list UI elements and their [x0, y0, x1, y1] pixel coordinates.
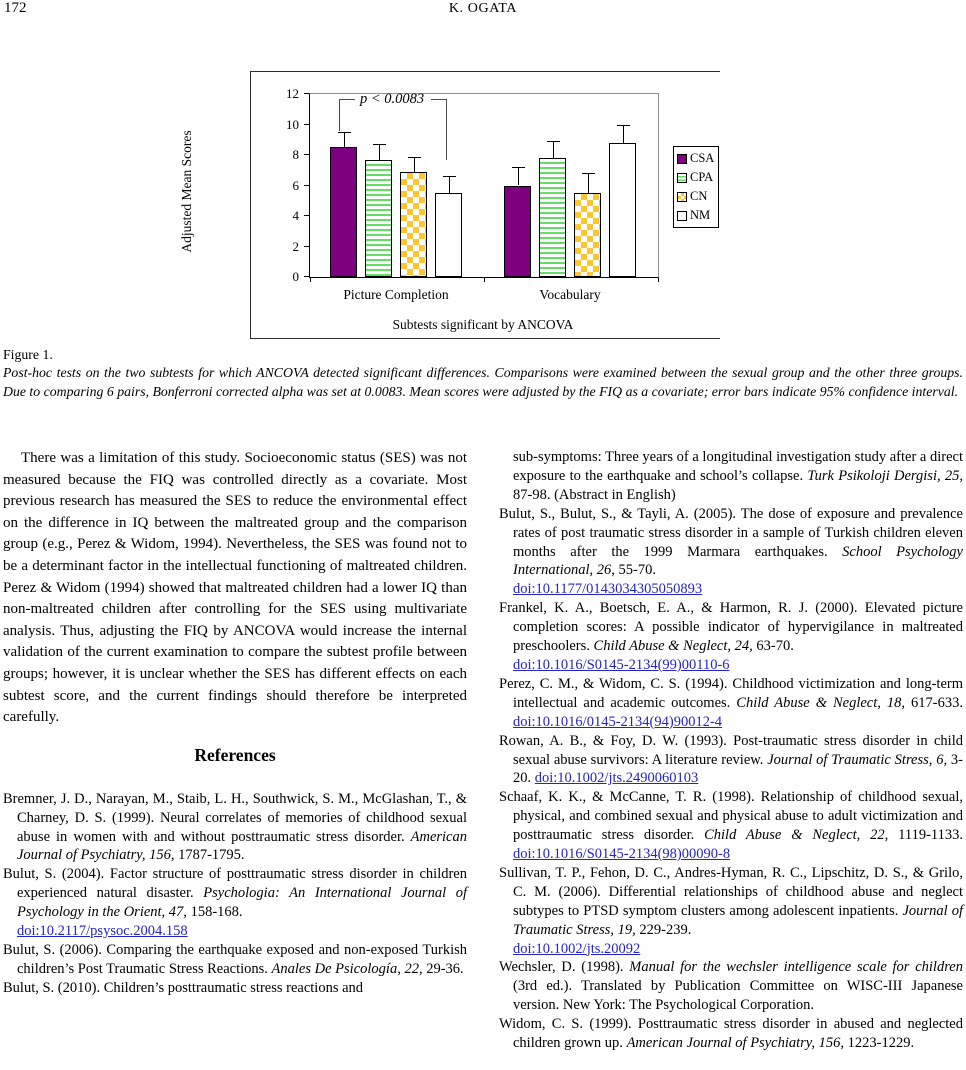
- journal-title: Turk Psikoloji Dergisi, 25,: [807, 467, 963, 484]
- error-bar-cap: [617, 125, 630, 126]
- reference-text: 229-239.: [635, 921, 692, 938]
- chart-plot-area: [309, 93, 659, 278]
- reference-text: Frankel, K. A., Boetsch, E. A., & Harmon, R. J. (2000). Elevated picture completion scores: A possible indicator of hypervigilance in maltreated preschoolers.: [499, 600, 963, 655]
- y-tick-mark: [304, 124, 309, 125]
- significance-bracket: [446, 99, 447, 160]
- journal-title: Child Abuse & Neglect, 22,: [704, 827, 889, 844]
- bar-cpa-picture-completion: [365, 160, 392, 277]
- doi-link[interactable]: doi:10.1016/S0145-2134(98)00090-8: [513, 846, 731, 863]
- x-axis-title: Subtests significant by ANCOVA: [392, 317, 574, 332]
- journal-title: Psychologia: An International Journal of Psychology in the Orient, 47,: [17, 885, 467, 921]
- y-tick-mark: [304, 215, 309, 216]
- right-column: [499, 448, 963, 1053]
- journal-title: Child Abuse & Neglect, 18,: [736, 694, 906, 711]
- references-heading: References: [194, 744, 276, 765]
- legend-swatch-nm: [677, 211, 687, 221]
- reference-entry: [499, 958, 963, 1015]
- left-column: [3, 448, 467, 1053]
- error-bar-stem: [449, 176, 450, 193]
- references-list-right: [499, 448, 963, 1053]
- error-bar-cap: [443, 176, 456, 177]
- reference-entry: [499, 864, 963, 959]
- y-tick-label: 6: [292, 177, 299, 193]
- discussion-paragraph: There was a limitation of this study. Socioeconomic status (SES) was not measured because the FIQ was controlled directly as a covariate. Most previous research has measured the SES to reduce the environmental effect on the difference in IQ between the maltreated group and the comparison group (e.g., Perez & Widom, 1994). Nevertheless, the SES was found not to be a determinant factor in the intellectual functioning of maltreated children. Perez & Widom (1994) showed that maltreated children had a lower IQ than non-maltreated children after controlling for the SES using multivariate analysis. Thus, adjusting the FIQ by ANCOVA would increase the internal validation of the current examination to compare the subtest profile between groups; however, it is unclear whether the SES has different effects on each subtest score, and the current findings should therefore be interpreted carefully.: [3, 450, 467, 726]
- error-bar-stem: [414, 157, 415, 172]
- reference-entry: [499, 732, 963, 789]
- legend-item-cn: [677, 190, 715, 203]
- error-bar-cap: [512, 167, 525, 168]
- y-tick-label: 12: [286, 86, 299, 101]
- journal-title: American Journal of Psychiatry, 156,: [626, 1035, 845, 1052]
- error-bar-cap: [408, 157, 421, 158]
- error-bar-cap: [547, 141, 560, 142]
- doi-link[interactable]: doi:10.1002/jts.20092: [513, 940, 641, 957]
- legend-label: NM: [690, 208, 711, 222]
- category-label: Picture Completion: [343, 287, 449, 302]
- legend-swatch-csa: [677, 154, 687, 164]
- reference-text: Bulut, S. (2010). Children’s posttraumatic stress reactions and: [3, 979, 364, 996]
- reference-text: Widom, C. S. (1999). Posttraumatic stress disorder in abused and neglected children grown up.: [499, 1016, 963, 1052]
- legend-label: CPA: [690, 170, 714, 184]
- bar-csa-picture-completion: [330, 147, 357, 277]
- reference-text: Bulut, S. (2004). Factor structure of posttraumatic stress disorder in children experienced natural disaster.: [3, 866, 467, 902]
- doi-link[interactable]: doi:10.1016/0145-2134(94)90012-4: [513, 713, 723, 730]
- reference-text: Wechsler, D. (1998).: [499, 959, 630, 976]
- legend-swatch-cpa: [677, 173, 687, 183]
- reference-entry: [499, 675, 963, 732]
- error-bar-stem: [553, 141, 554, 158]
- figure-caption-text: Post-hoc tests on the two subtests for which ANCOVA detected significant differences. Comparisons were examined between the sexual group and the other three groups. Due to comparing 6 pairs, Bonferroni corrected alpha was set at 0.0083. Mean scores were adjusted by the FIQ as a covariate; error bars indicate 95% confidence interval.: [3, 365, 963, 399]
- y-tick-label: 8: [292, 147, 299, 162]
- category-label: Vocabulary: [539, 287, 601, 302]
- error-bar-stem: [344, 132, 345, 147]
- legend-label: CSA: [690, 151, 715, 165]
- y-tick-mark: [304, 154, 309, 155]
- reference-entry: [499, 448, 963, 505]
- y-tick-mark: [304, 276, 309, 277]
- y-tick-mark: [304, 246, 309, 247]
- reference-text: 1119-1133.: [888, 827, 964, 844]
- bar-nm-picture-completion: [435, 193, 462, 277]
- reference-text: 55-70.: [614, 562, 656, 579]
- reference-text: Sullivan, T. P., Fehon, D. C., Andres-Hyman, R. C., Lipschitz, D. S., & Grilo, C. M. (2006). Differential relationships of childhood abuse and neglect subtypes to PTSD symptom clusters among adolescent inpatients.: [499, 864, 963, 919]
- reference-text: Schaaf, K. K., & McCanne, T. R. (1998). Relationship of childhood sexual, physical, and combined sexual and physical abuse to adult victimization and posttraumatic stress disorder.: [499, 789, 963, 844]
- legend-item-csa: [677, 152, 715, 165]
- reference-text: 29-36.: [422, 960, 464, 977]
- reference-entry: [3, 790, 467, 866]
- error-bar-cap: [582, 173, 595, 174]
- y-tick-label: 0: [292, 269, 299, 284]
- reference-entry: [499, 599, 963, 675]
- reference-text: Bulut, S. (2006). Comparing the earthquake exposed and non-exposed Turkish children’s Post Traumatic Stress Reactions.: [3, 941, 467, 977]
- significance-bracket: [339, 99, 355, 100]
- legend-label: CN: [690, 189, 708, 203]
- reference-text: Bremner, J. D., Narayan, M., Staib, L. H., Southwick, S. M., McGlashan, T., & Charney, D. S. (1999). Neural correlates of memories of childhood sexual abuse in women with and without posttraumatic stress disorder.: [3, 790, 467, 845]
- reference-text: 63-70.: [752, 638, 794, 655]
- x-tick-mark: [658, 278, 659, 282]
- error-bar-stem: [379, 144, 380, 159]
- y-tick-label: 10: [286, 116, 299, 132]
- journal-title: American Journal of Psychiatry, 156,: [17, 828, 467, 864]
- reference-text: Bulut, S., Bulut, S., & Tayli, A. (2005). The dose of exposure and prevalence rates of post traumatic stress disorder in a sample of Turkish children eleven months after the 1999 Marmara earthquakes.: [499, 505, 963, 560]
- bar-cn-picture-completion: [400, 172, 427, 277]
- reference-entry: [499, 1015, 963, 1053]
- journal-title: Journal of Traumatic Stress, 6,: [767, 751, 948, 768]
- reference-text: 1223-1229.: [844, 1035, 915, 1052]
- bar-nm-vocabulary: [609, 143, 636, 277]
- significance-bracket: [339, 99, 340, 131]
- legend-item-nm: [677, 209, 715, 222]
- x-tick-mark: [484, 278, 485, 282]
- x-tick-mark: [310, 278, 311, 282]
- bar-cn-vocabulary: [574, 193, 601, 277]
- reference-text: Perez, C. M., & Widom, C. S. (1994). Childhood victimization and long-term intellectual and academic outcomes.: [499, 675, 963, 711]
- reference-text: 3-20.: [513, 751, 963, 787]
- reference-text: (3rd ed.). Translated by Publication Committee on WISC-III Japanese version. New York: The Psychological Corporation.: [513, 978, 963, 1014]
- two-column-text: [3, 448, 963, 1053]
- reference-entry: [3, 941, 467, 979]
- legend-swatch-cn: [677, 192, 687, 202]
- reference-text: 158-168.: [186, 904, 243, 921]
- doi-link[interactable]: doi:10.2117/psysoc.2004.158: [17, 923, 188, 940]
- y-tick-label: 4: [292, 208, 299, 223]
- figure-caption: [3, 346, 963, 401]
- y-tick-label: 2: [292, 238, 299, 254]
- reference-entry: [3, 979, 467, 998]
- chart-legend: [673, 146, 719, 228]
- journal-title: Anales De Psicología, 22,: [271, 960, 423, 977]
- reference-entry: [499, 505, 963, 600]
- references-list-left: [3, 790, 467, 998]
- journal-title: Journal of Traumatic Stress, 19,: [513, 902, 964, 938]
- bar-cpa-vocabulary: [539, 158, 566, 277]
- legend-item-cpa: [677, 171, 715, 184]
- y-axis-title: Adjusted Mean Scores: [179, 130, 194, 253]
- error-bar-stem: [623, 125, 624, 143]
- reference-text: sub-symptoms: Three years of a longitudinal investigation study after a direct exposure to the earthquake and school’s collapse.: [513, 449, 963, 484]
- bar-csa-vocabulary: [504, 186, 531, 278]
- figure-1-bar-chart: [179, 71, 720, 339]
- figure-caption-label: Figure 1.: [3, 347, 53, 362]
- reference-text: Rowan, A. B., & Foy, D. W. (1993). Post-traumatic stress disorder in child sexual abuse survivors: A literature review.: [499, 732, 963, 768]
- doi-link[interactable]: doi:10.1177/0143034305050893: [513, 581, 703, 598]
- error-bar-cap: [373, 144, 386, 145]
- page-number: 172: [4, 0, 27, 16]
- journal-title: Child Abuse & Neglect, 24,: [593, 638, 753, 655]
- running-head: K. OGATA: [448, 1, 518, 16]
- reference-text: 1787-1795.: [174, 847, 245, 864]
- doi-link[interactable]: doi:10.1016/S0145-2134(99)00110-6: [513, 656, 730, 673]
- error-bar-stem: [588, 173, 589, 193]
- error-bar-stem: [518, 167, 519, 185]
- reference-text: 617-633.: [905, 694, 963, 711]
- y-tick-mark: [304, 93, 309, 94]
- journal-title: Manual for the wechsler intelligence scale for children: [629, 959, 963, 976]
- significance-label: p < 0.0083: [360, 91, 425, 107]
- reference-entry: [499, 788, 963, 864]
- significance-bracket: [431, 99, 447, 100]
- doi-link[interactable]: doi:10.1002/jts.2490060103: [534, 770, 699, 787]
- error-bar-cap: [338, 132, 351, 133]
- journal-title: School Psychology International, 26,: [513, 543, 963, 579]
- reference-entry: [3, 865, 467, 941]
- reference-text: 87-98. (Abstract in English): [513, 486, 676, 503]
- y-tick-mark: [304, 185, 309, 186]
